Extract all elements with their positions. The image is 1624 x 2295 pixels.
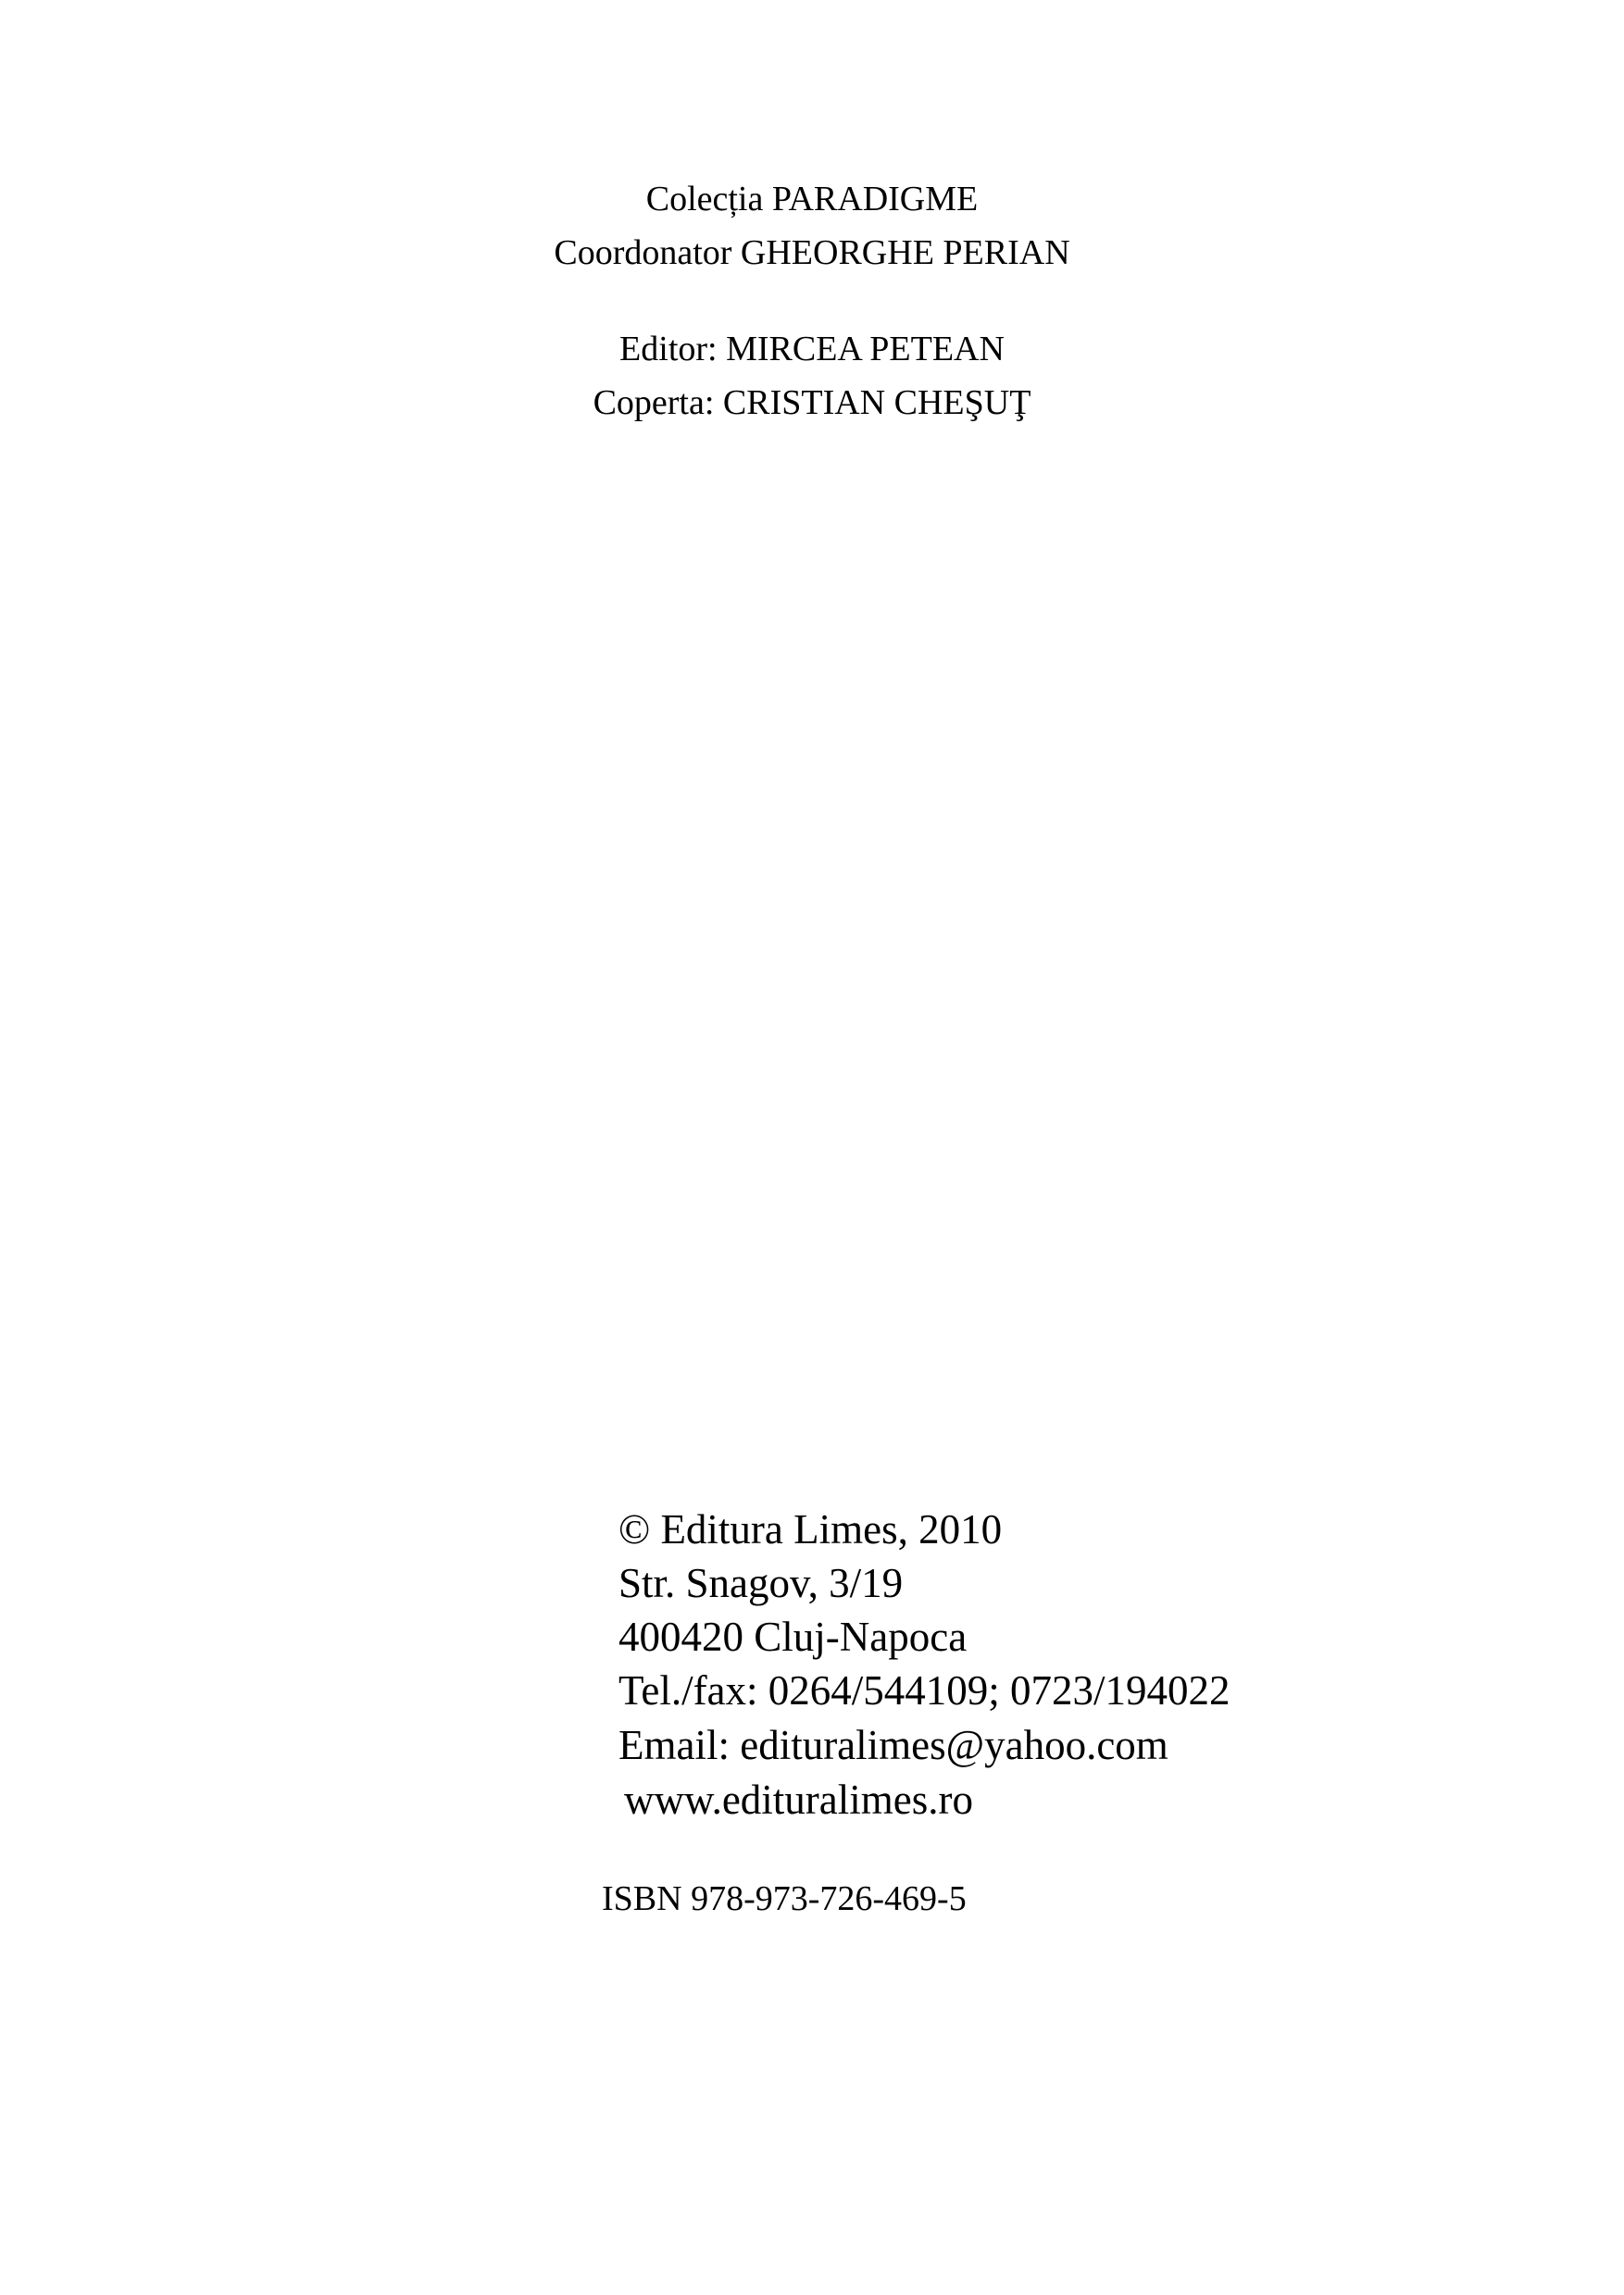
- coordinator-line: Coordonator GHEORGHE PERIAN: [554, 233, 1070, 272]
- editor-line: Editor: MIRCEA PETEAN: [619, 330, 1005, 368]
- isbn-line: ISBN 978-973-726-469-5: [602, 1879, 967, 1918]
- email-line: Email: edituralimes@yahoo.com: [618, 1722, 1168, 1768]
- street-line: Str. Snagov, 3/19: [618, 1560, 904, 1606]
- cover-designer-line: Coperta: CRISTIAN CHEŞUŢ: [593, 383, 1031, 422]
- phone-line: Tel./fax: 0264/544109; 0723/194022: [618, 1667, 1230, 1714]
- website-line: www.edituralimes.ro: [624, 1777, 973, 1823]
- collection-line: Colecția PARADIGME: [645, 180, 979, 218]
- copyright-line: © Editura Limes, 2010: [618, 1506, 1003, 1553]
- city-line: 400420 Cluj-Napoca: [618, 1614, 968, 1660]
